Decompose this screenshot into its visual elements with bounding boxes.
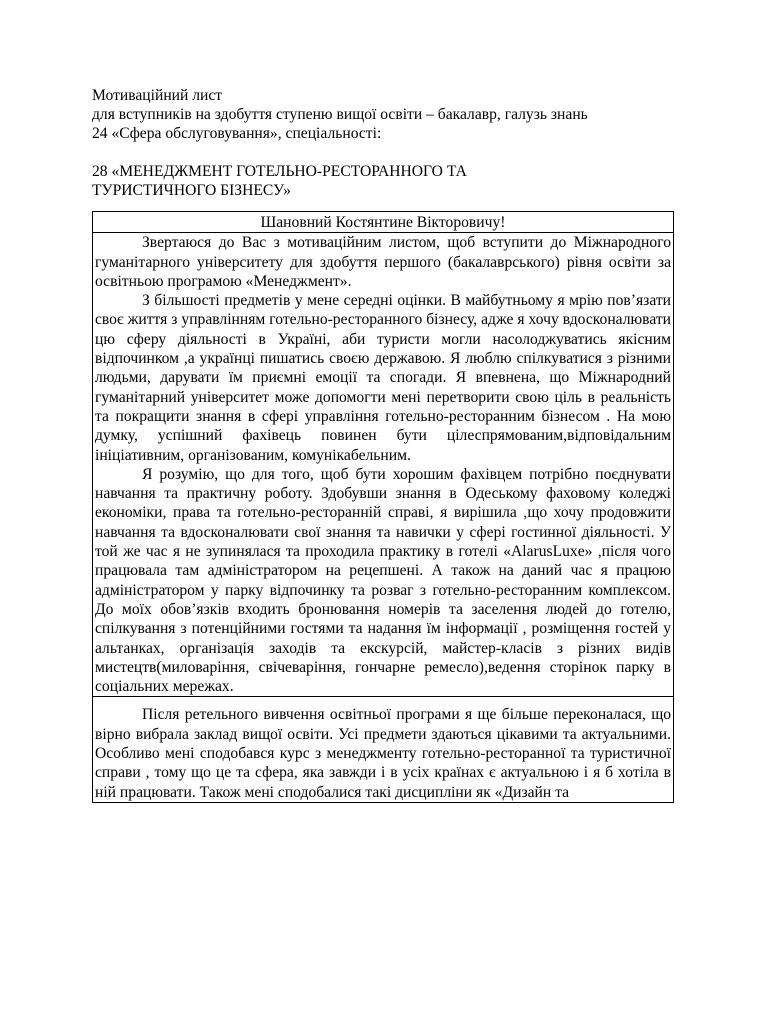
- specialty-title-line1: 28 «МЕНЕДЖМЕНТ ГОТЕЛЬНО-РЕСТОРАННОГО ТА: [92, 163, 467, 180]
- field-of-knowledge: 24 «Сфера обслуговування», спеціальності:: [92, 125, 382, 142]
- header-spacer: [92, 143, 674, 162]
- applicant-description: для вступників на здобуття ступеню вищої освіти – бакалавр, галузь знань: [92, 106, 588, 123]
- letter-header: [92, 86, 674, 200]
- specialty-title-line2: ТУРИСТИЧНОГО БІЗНЕСУ»: [92, 182, 291, 199]
- paragraph-intro: Звертаюся до Вас з мотиваційним листом, щоб вступити до Міжнародного гуманітарного університету для здобуття першого (бакалаврського) рівня освіти за освітньою програмою «Менеджмент».: [95, 234, 671, 290]
- letter-body-row: [93, 233, 674, 697]
- letter-body-cell: [93, 233, 674, 697]
- salutation-row: [93, 212, 674, 233]
- salutation: Шановний Костянтине Вікторовичу!: [93, 212, 674, 233]
- paragraph-program: Після ретельного вивчення освітньої програми я ще більше переконалася, що вірно вибрала заклад вищої освіти. Усі предмети здаються цікавими та актуальними. Особливо мені сподобався курс з менеджменту готельно-ресторанної та туристичної справи , тому що це та сфера, яка завжди і в усіх країнах є актуальною і я б хотіла в ній працювати. Також мені сподобалися такі дисципліни як «Дизайн та: [95, 706, 671, 801]
- letter-second-cell: [93, 697, 674, 802]
- letter-table: [92, 211, 674, 803]
- document-title: Мотиваційний лист: [92, 87, 223, 104]
- letter-second-row: [93, 697, 674, 802]
- paragraph-aspirations: З більшості предметів у мене середні оцінки. В майбутньому я мрію пов’язати своє життя з управлінням готельно-ресторанного бізнесу, адже я хочу вдосконалювати цю сферу діяльності в Україні, аби туристи могли насолоджуватись якісним відпочинком ,а українці пишатись своєю державою. Я люблю спілкуватися з різними людьми, дарувати їм приємні емоції та спогади. Я впевнена, що Міжнародний гуманітарний університет може допомогти мені перетворити свою ціль в реальність та покращити знання в сфері управління готельно-ресторанним бізнесом . На мою думку, успішний фахівець повинен бути цілеспрямованим,відповідальним ініціативним, організованим, комунікабельним.: [95, 292, 671, 464]
- document-page: [92, 86, 674, 803]
- paragraph-experience: Я розумію, що для того, щоб бути хорошим фахівцем потрібно поєднувати навчання та практичну роботу. Здобувши знання в Одеському фаховому коледжі економіки, права та готельно-ресторанній справі, я вирішила ,що хочу продовжити навчання та вдосконалювати свої знання та навички у сфері гостинної діяльності. У той же час я не зупинялася та проходила практику в готелі «AlarusLuxe» ,після чого працювала там адміністратором на рецепшені. А також на даний час я працюю адміністратором у парку відпочинку та розваг з готельно-ресторанним комплексом. До моїх обов’язків входить бронювання номерів та заселення людей до готелю, спілкування з потенційними гостями та надання їм інформації , розміщення гостей у альтанках, організація заходів та екскурсій, майстер-класів з різних видів мистецтв(миловаріння, свічеваріння, гончарне ремесло),ведення сторінок парку в соціальних мережах.: [95, 465, 671, 696]
